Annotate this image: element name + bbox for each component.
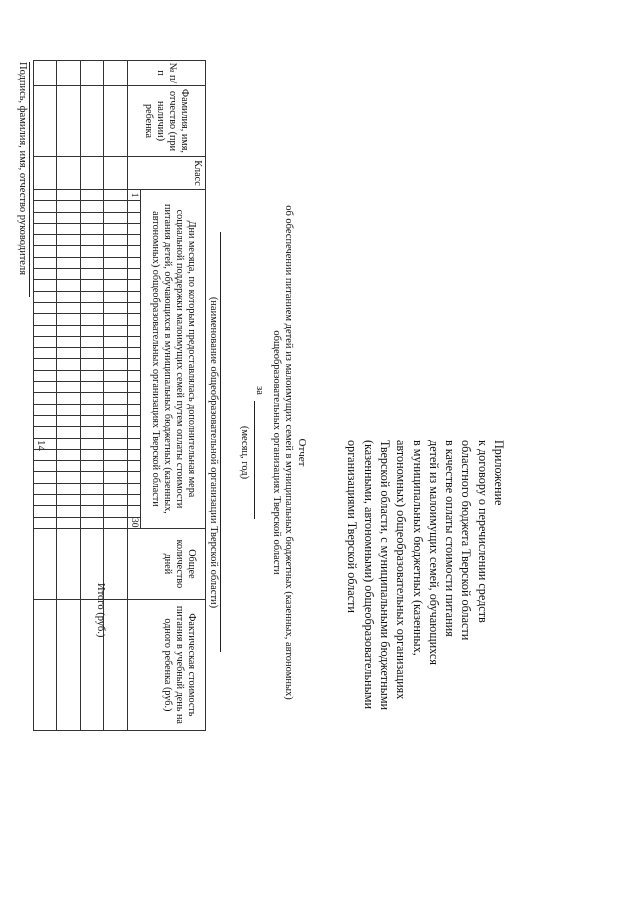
appendix-line: организациями Тверской области bbox=[345, 440, 360, 613]
header-days: Дни месяца, по которым предоставлялась дополнительная мера социальной поддержки малоимущих семей путем оплаты стоимости питания детей, обучающихся в муниципальных бюджетных (казенных, автономных) общеобразовательных организациях Тверской области bbox=[141, 190, 206, 529]
table-header-row bbox=[141, 61, 206, 731]
signature-line bbox=[29, 62, 30, 297]
table-row bbox=[104, 61, 128, 731]
appendix-line: в качестве оплаты стоимости питания bbox=[443, 440, 458, 637]
day-first: 1 bbox=[128, 190, 141, 201]
header-total-days: Общее количество дней bbox=[128, 528, 206, 599]
appendix-line: к договору о перечислении средств bbox=[475, 440, 490, 623]
header-num: № п/п bbox=[128, 61, 206, 86]
appendix-line: детей из малоимущих семей, обучающихся bbox=[426, 440, 441, 665]
header-class: Класс bbox=[128, 157, 206, 190]
organization-caption: (наименование общеобразовательной организации Тверской области) bbox=[208, 296, 219, 609]
period-label: за bbox=[254, 386, 265, 395]
total-label: Итого (руб.) bbox=[95, 583, 106, 638]
appendix-line: (казенными, автономными) общеобразовательными bbox=[361, 440, 376, 709]
table-row bbox=[57, 61, 81, 731]
report-table bbox=[33, 60, 206, 731]
organization-blank-line bbox=[220, 232, 221, 652]
appendix-line: автономных) общеобразовательных организациях bbox=[394, 440, 409, 700]
table-row bbox=[34, 61, 58, 731]
day-last: 30 bbox=[129, 518, 139, 528]
appendix-line: областного бюджета Тверской области bbox=[459, 440, 474, 641]
report-subtitle: об обеспечении питанием детей из малоимущих семей в муниципальных бюджетных (казенных, автономных) bbox=[283, 205, 294, 700]
appendix-line: в муниципальных бюджетных (казенных, bbox=[410, 440, 425, 656]
appendix-header bbox=[344, 440, 507, 820]
page-number: 14 bbox=[35, 440, 47, 451]
period-blank-line bbox=[254, 401, 265, 519]
header-cost: Фактическая стоимость питания в учебный день на одного ребенка (руб.) bbox=[128, 599, 206, 730]
period-caption: (месяц, год) bbox=[239, 425, 250, 480]
period-line bbox=[254, 0, 265, 905]
report-title: Отчет bbox=[296, 438, 308, 467]
appendix-line: Приложение bbox=[492, 440, 506, 506]
signature-caption: Подпись, фамилия, имя, отчество руководителя bbox=[17, 62, 28, 276]
header-name: Фамилия, имя, отчество (при наличии) ребенка bbox=[128, 86, 206, 157]
appendix-line: Тверской области, с муниципальными бюджетными bbox=[377, 440, 392, 711]
report-subtitle-2: общеобразовательных организациях Тверской области bbox=[271, 330, 282, 575]
